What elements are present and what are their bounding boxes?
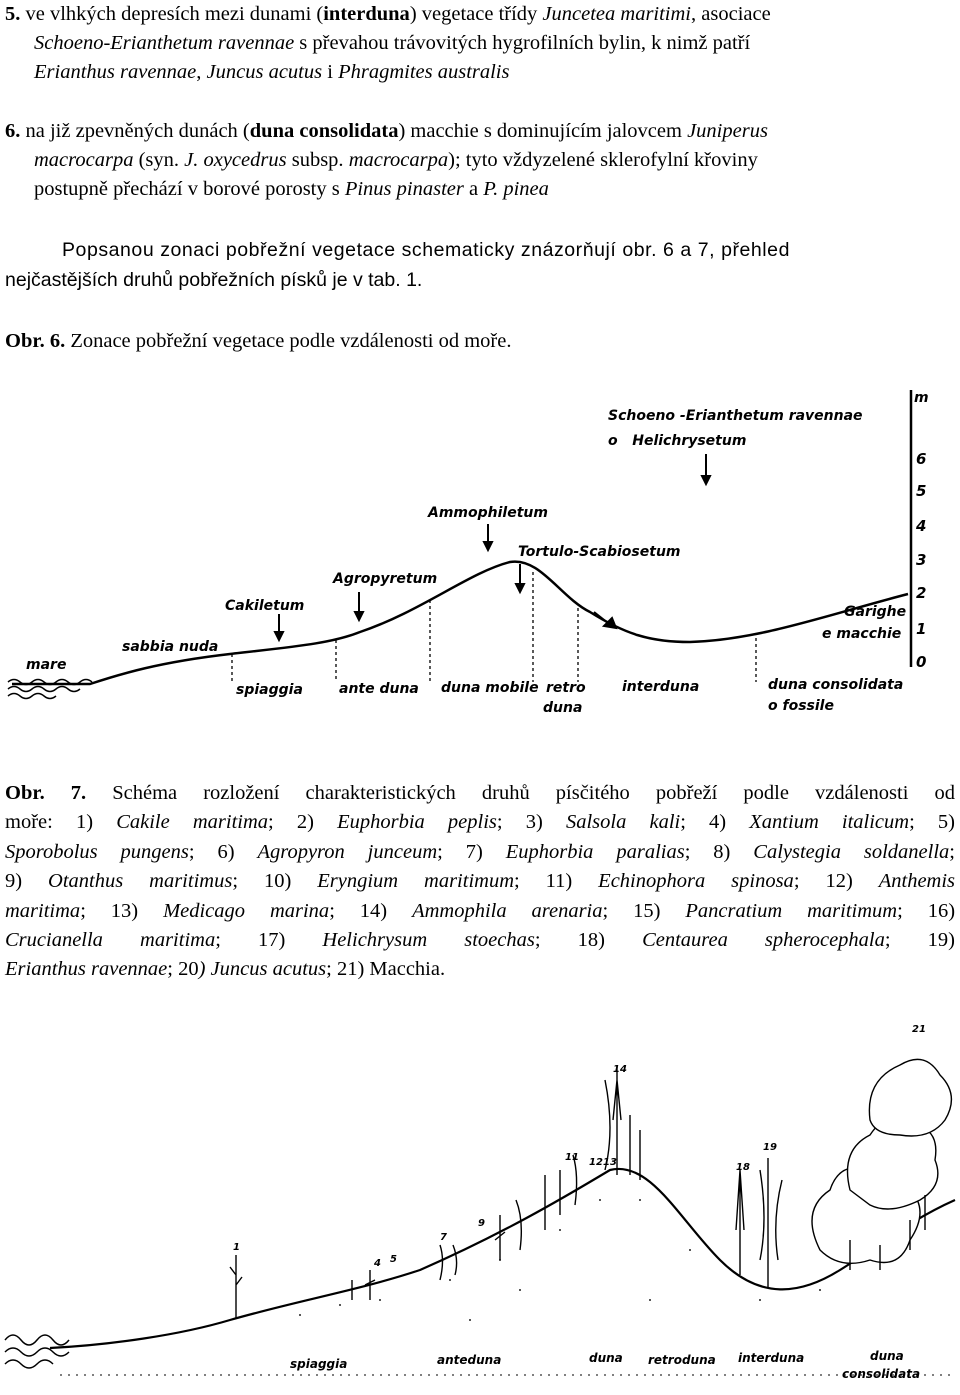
label-duna-mobile: duna mobile (441, 680, 539, 696)
label-ante-duna: ante duna (339, 681, 419, 697)
tick-5: 5 (916, 482, 927, 500)
label-helichrysetum: o Helichrysetum (608, 433, 747, 449)
zone-antedune: anteduna (437, 1353, 502, 1367)
tick-0: 0 (916, 653, 927, 671)
axis-unit: m (914, 390, 929, 406)
fig6-label: Obr. 6. (5, 330, 66, 352)
fig7-sea (5, 1335, 69, 1368)
item-6-line-3: postupně přechází v borové porosty s Pinus pinaster a P. pinea (34, 178, 549, 200)
label-sabbia-nuda: sabbia nuda (122, 639, 219, 655)
num-14: 14 (613, 1064, 627, 1075)
label-retro-duna: duna (543, 700, 583, 716)
label-schoeno: Schoeno -Erianthetum ravennae (608, 408, 863, 424)
item-5: 5. ve vlhkých depresích mezi dunami (interduna) vegetace třídy Juncetea maritimi, asociace (5, 3, 771, 25)
num-5: 5 (390, 1254, 397, 1265)
num-18: 18 (736, 1162, 750, 1173)
fig7-diagram (0, 1000, 960, 1395)
tick-1: 1 (916, 620, 927, 638)
zone-dividers (232, 572, 756, 682)
zone-consolidata: consolidata (842, 1367, 921, 1381)
item-5-number: 5. (5, 3, 21, 25)
num-21: 21 (912, 1024, 926, 1035)
label-retro: retro (546, 680, 586, 696)
tick-6: 6 (916, 450, 927, 468)
item-6-number: 6. (5, 120, 21, 142)
item-6-line-2: macrocarpa (syn. J. oxycedrus subsp. macrocarpa); tyto vždyzelené sklerofylní křoviny (34, 149, 758, 171)
item-5-line-2: Schoeno-Erianthetum ravennae s převahou trávovitých hygrofilních bylin, k nimž patří (34, 32, 751, 54)
label-ammophiletum: Ammophiletum (428, 505, 548, 521)
zone-spiaggia: spiaggia (290, 1357, 348, 1371)
num-7: 7 (440, 1232, 447, 1243)
num-12: 12 (589, 1157, 603, 1168)
label-interduna: interduna (622, 679, 700, 695)
label-tortulo: Tortulo-Scabiosetum (518, 544, 681, 560)
label-garighe: Garighe (844, 604, 907, 620)
summary-line-1: Popsanou zonaci pobřežní vegetace schematicky znázorňují obr. 6 a 7, přehled (62, 239, 790, 261)
num-9: 9 (478, 1218, 485, 1229)
label-spiaggia: spiaggia (236, 682, 303, 698)
num-11: 11 (565, 1152, 579, 1163)
fig7-profile (50, 1169, 955, 1348)
label-cakiletum: Cakiletum (225, 598, 305, 614)
plants (230, 1065, 782, 1318)
label-duna-consolidata: duna consolidata (768, 677, 904, 693)
zone-duna-2: duna (870, 1349, 904, 1363)
num-4: 4 (374, 1258, 381, 1269)
macchia (812, 1059, 951, 1270)
zone-retroduna: retroduna (648, 1353, 716, 1367)
tick-2: 2 (916, 584, 927, 602)
num-1: 1 (233, 1242, 240, 1253)
fig7-label: Obr. 7. (5, 782, 87, 804)
sand-stipple (299, 1199, 881, 1321)
item-6: 6. na již zpevněných dunách (duna consolidata) macchie s dominujícím jalovcem Juniperus (5, 120, 768, 142)
fig6-diagram (0, 382, 960, 752)
num-19: 19 (763, 1142, 777, 1153)
label-mare: mare (26, 657, 67, 673)
fig6-caption: Obr. 6. Zonace pobřežní vegetace podle vzdálenosti od moře. (5, 330, 512, 352)
summary-line-2: nejčastějších druhů pobřežních písků je v tab. 1. (5, 269, 423, 291)
dune-profile (12, 562, 908, 684)
label-e-macchie: e macchie (822, 626, 902, 642)
fig7-caption: Obr. 7. Schéma rozložení charakteristických druhů písčitého pobřeží podle vzdálenosti od moře: 1) Cakile maritima; 2) Euphorbia peplis; 3) Salsola kali; 4) Xantium italicum; 5) Sporobolus pungens; 6) Agropyron junceum; 7) Euphorbia paralias; 8) Calystegia soldanella; 9) Otanthus maritimus; 10) Eryngium maritimum; 11) Echinophora spinosa; 12) Anthemis maritima; 13) Medicago marina; 14) Ammophila arenaria; 15) Pancratium maritimum; 16) Crucianella maritima; 17) Helichrysum stoechas; 18) Centaurea spherocephala; 19) Erianthus ravennae; 20) Juncus acutus; 21) Macchia. (5, 782, 956, 981)
label-agropyretum: Agropyretum (333, 571, 438, 587)
label-o-fossile: o fossile (768, 698, 834, 714)
zone-interduna: interduna (738, 1351, 805, 1365)
item-5-line-3: Erianthus ravennae, Juncus acutus i Phragmites australis (34, 61, 510, 83)
sea-waves (8, 680, 92, 699)
tick-4: 4 (916, 517, 927, 535)
tick-3: 3 (916, 551, 927, 569)
zone-duna: duna (589, 1351, 623, 1365)
num-13: 13 (603, 1157, 617, 1168)
